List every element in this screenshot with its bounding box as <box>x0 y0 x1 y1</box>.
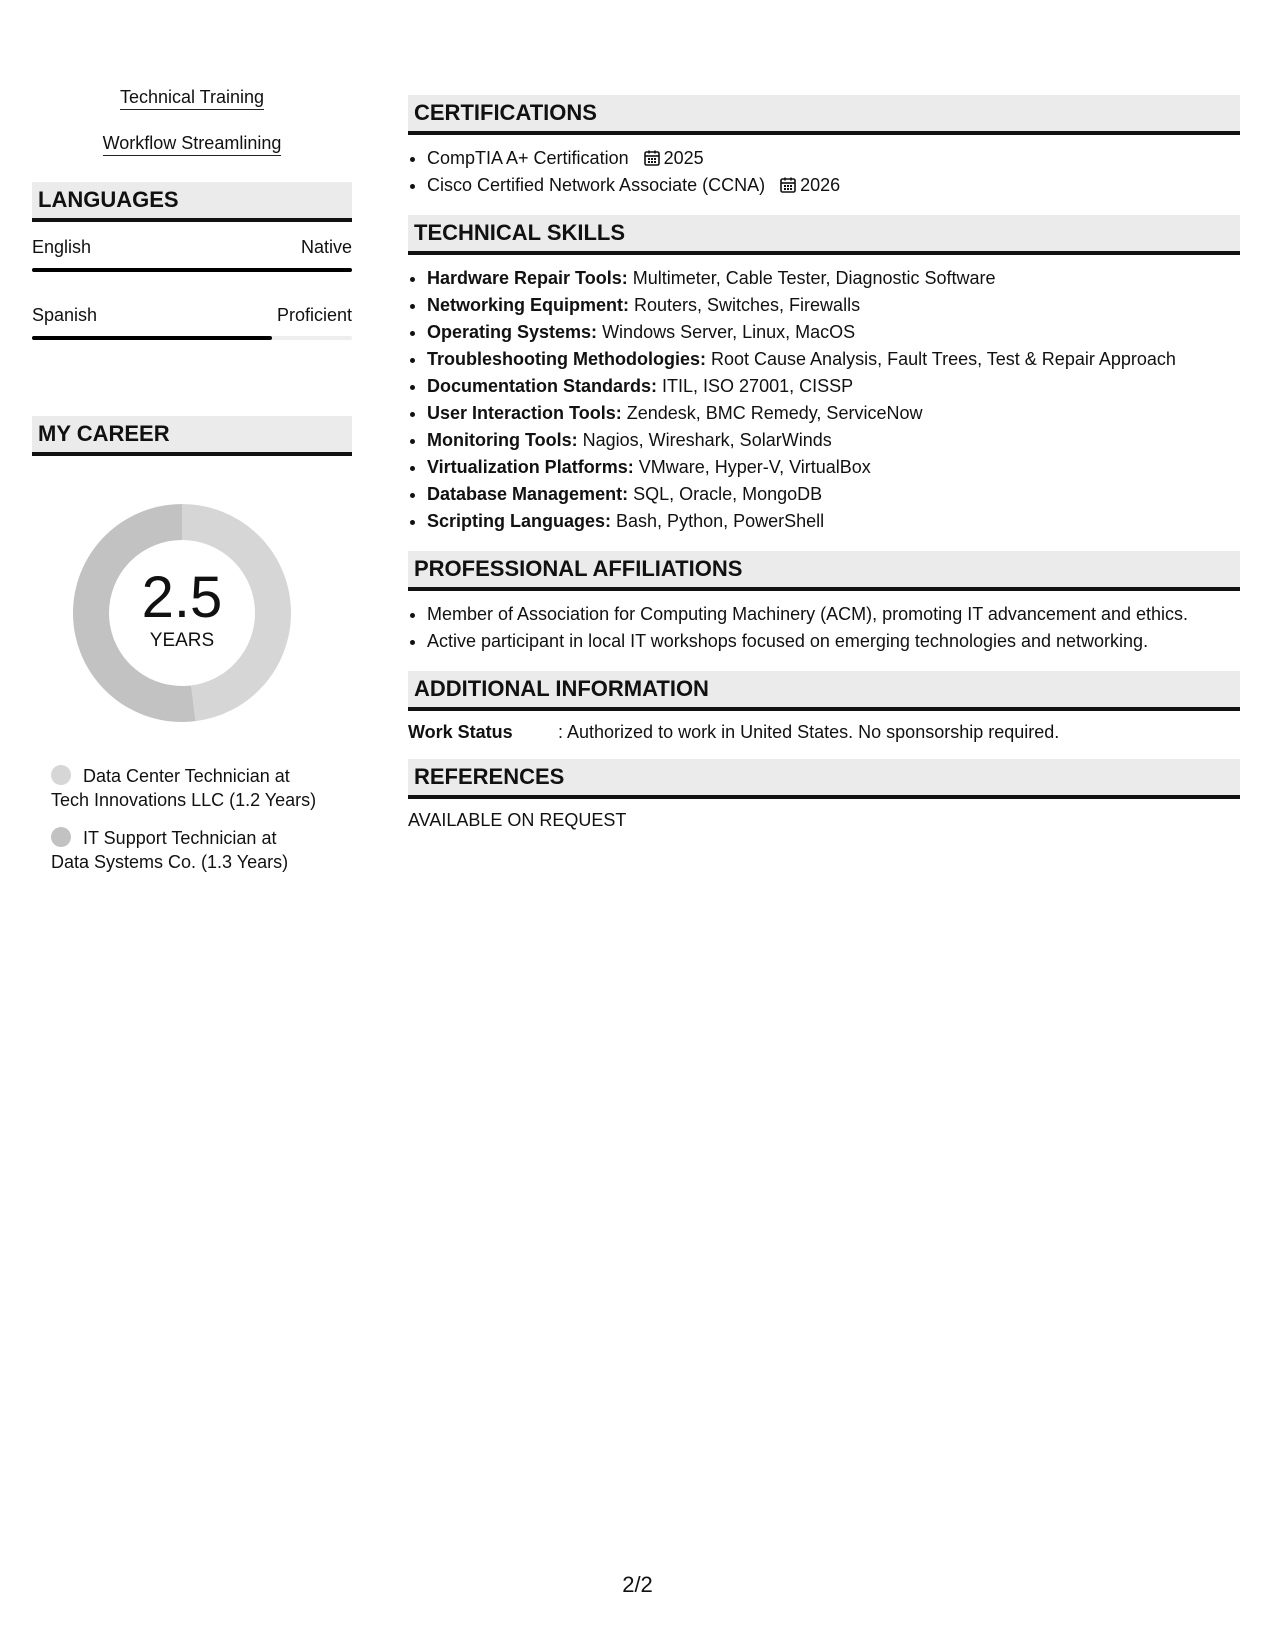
tech-skill-label: User Interaction Tools: <box>427 403 622 423</box>
language-proficiency-fill <box>32 268 352 272</box>
tech-skill-item <box>427 319 1240 346</box>
donut-center <box>67 498 297 728</box>
certification-year: 2025 <box>663 148 704 168</box>
tech-skill-label: Database Management: <box>427 484 629 504</box>
affiliation-item: • Member of Association for Computing Machinery (ACM), promoting IT advancement and ethics. <box>427 601 1240 628</box>
language-proficiency-bar <box>32 336 352 340</box>
tech-skill-item <box>427 427 1240 454</box>
references-heading: REFERENCES <box>408 759 1240 799</box>
tech-skill-item <box>427 481 1240 508</box>
career-detail: Tech Innovations LLC (1.2 Years) <box>51 790 317 810</box>
tech-skill-label: Networking Equipment: <box>427 295 629 315</box>
language-name: English <box>32 237 92 257</box>
tech-skill-value: Bash, Python, PowerShell <box>611 511 825 531</box>
skills-list <box>32 84 352 156</box>
skill-tag: Technical Training <box>120 84 264 110</box>
technical-skills-list <box>408 265 1240 535</box>
language-level: Native <box>300 237 352 257</box>
tech-skill-item <box>427 346 1240 373</box>
tech-skill-label: Operating Systems: <box>427 322 598 342</box>
tech-skill-value: Nagios, Wireshark, SolarWinds <box>577 430 832 450</box>
language-level: Proficient <box>276 305 352 325</box>
page-number: 2/2 <box>622 1572 653 1597</box>
tech-skill-label: Troubleshooting Methodologies: <box>427 349 706 369</box>
affiliation-item: • Active participant in local IT workshops focused on emerging technologies and networking. <box>427 628 1240 655</box>
career-role: IT Support Technician at <box>83 828 277 848</box>
tech-skill-value: Zendesk, BMC Remedy, ServiceNow <box>621 403 923 423</box>
tech-skill-value: ITIL, ISO 27001, CISSP <box>657 376 854 396</box>
language-proficiency-bar <box>32 268 352 272</box>
certification-item <box>427 145 1240 172</box>
calendar-icon <box>779 176 797 194</box>
career-legend-item <box>51 764 352 812</box>
certification-item <box>427 172 1240 199</box>
legend-dot-icon <box>51 765 71 785</box>
career-legend <box>51 764 352 874</box>
tech-skill-item <box>427 265 1240 292</box>
career-detail: Data Systems Co. (1.3 Years) <box>51 852 289 872</box>
language-item <box>32 304 352 340</box>
work-status-row <box>408 721 1240 743</box>
career-donut-chart <box>67 498 297 728</box>
affiliations-heading: PROFESSIONAL AFFILIATIONS <box>408 551 1240 591</box>
work-status-label: Work Status <box>408 722 513 742</box>
tech-skill-item <box>427 292 1240 319</box>
tech-skill-value: Routers, Switches, Firewalls <box>629 295 861 315</box>
certifications-heading: CERTIFICATIONS <box>408 95 1240 135</box>
tech-skill-label: Monitoring Tools: <box>427 430 578 450</box>
tech-skill-value: SQL, Oracle, MongoDB <box>628 484 823 504</box>
tech-skill-value: Multimeter, Cable Tester, Diagnostic Software <box>627 268 996 288</box>
language-name: Spanish <box>32 305 98 325</box>
tech-skill-value: VMware, Hyper-V, VirtualBox <box>633 457 871 477</box>
skill-tag: Workflow Streamlining <box>103 130 282 156</box>
tech-skill-value: Windows Server, Linux, MacOS <box>597 322 856 342</box>
additional-info-heading: ADDITIONAL INFORMATION <box>408 671 1240 711</box>
certification-name: Cisco Certified Network Associate (CCNA) <box>427 175 766 195</box>
career-total-years: 2.5 <box>141 565 223 630</box>
work-status-value: : Authorized to work in United States. No sponsorship required. <box>558 722 1060 742</box>
tech-skill-item <box>427 508 1240 535</box>
tech-skill-item <box>427 454 1240 481</box>
calendar-icon <box>643 149 661 167</box>
tech-skill-label: Documentation Standards: <box>427 376 658 396</box>
language-proficiency-fill <box>32 336 272 340</box>
technical-skills-heading: TECHNICAL SKILLS <box>408 215 1240 255</box>
tech-skill-label: Virtualization Platforms: <box>427 457 634 477</box>
career-role: Data Center Technician at <box>83 766 290 786</box>
legend-dot-icon <box>51 827 71 847</box>
tech-skill-label: Scripting Languages: <box>427 511 612 531</box>
tech-skill-item <box>427 400 1240 427</box>
career-legend-item <box>51 826 352 874</box>
language-item <box>32 236 352 272</box>
certification-year: 2026 <box>800 175 841 195</box>
affiliations-list <box>408 601 1240 655</box>
right-column <box>408 95 1240 831</box>
languages-heading: LANGUAGES <box>32 182 352 222</box>
tech-skill-item <box>427 373 1240 400</box>
references-text: AVAILABLE ON REQUEST <box>408 810 627 830</box>
certifications-list <box>408 145 1240 199</box>
career-total-unit: YEARS <box>149 630 215 651</box>
left-column <box>32 84 352 888</box>
tech-skill-label: Hardware Repair Tools: <box>427 268 628 288</box>
certification-name: CompTIA A+ Certification <box>427 148 629 168</box>
career-heading: MY CAREER <box>32 416 352 456</box>
tech-skill-value: Root Cause Analysis, Fault Trees, Test & Repair Approach <box>705 349 1176 369</box>
